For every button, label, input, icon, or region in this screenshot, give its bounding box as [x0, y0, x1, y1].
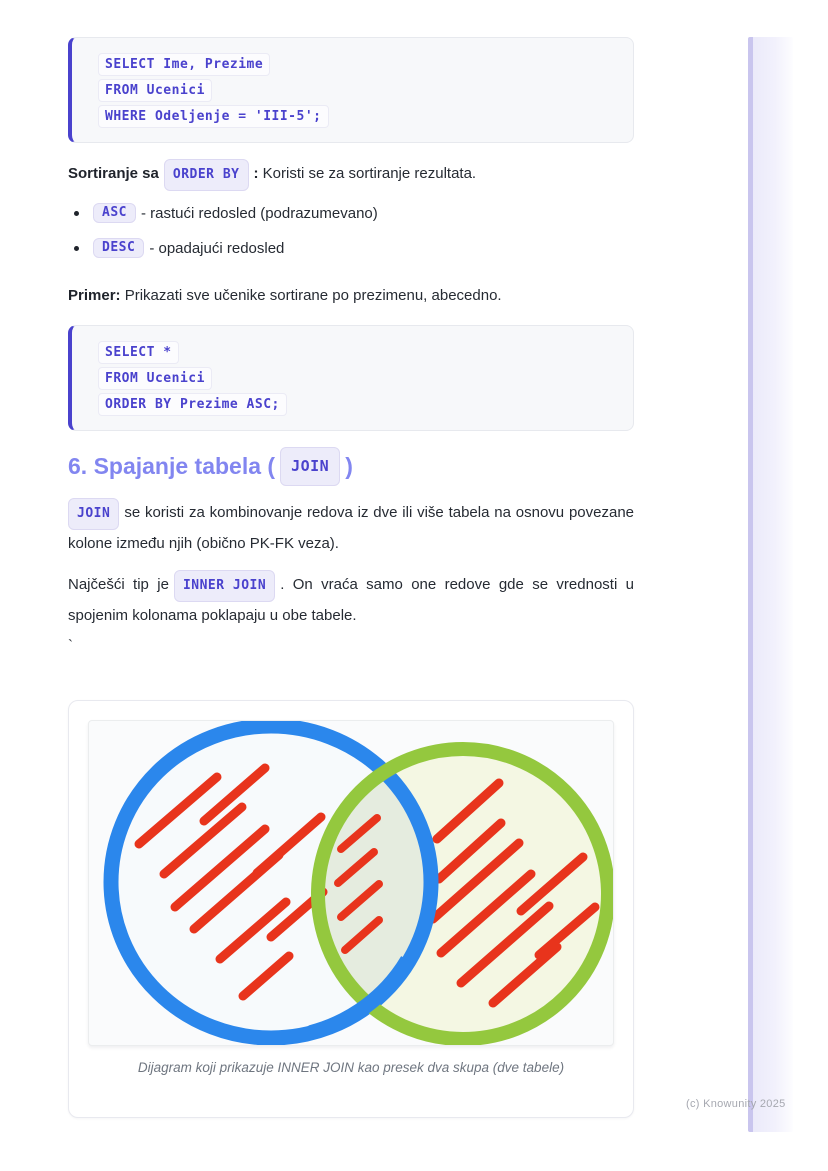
inline-code-chip-inner-join: INNER JOIN — [174, 570, 275, 602]
sql-code-block-orderby — [68, 325, 634, 431]
bold-colon: : — [253, 165, 259, 182]
bullet-icon — [74, 246, 79, 251]
paragraph-inner-join — [68, 570, 634, 629]
code-line: SELECT Ime, Prezime — [98, 53, 270, 76]
list-item — [68, 203, 634, 223]
section-heading-spajanje-tabela — [68, 447, 634, 486]
paragraph-text: Koristi se za sortiranje rezultata. — [258, 165, 477, 182]
venn-diagram — [89, 721, 614, 1046]
heading-text: ) — [345, 453, 353, 479]
figure-caption: Dijagram koji prikazuje INNER JOIN kao presek dva skupa (dve tabele) — [137, 1060, 565, 1075]
list-item — [68, 238, 634, 258]
figure-card — [68, 700, 634, 1118]
inline-code-chip-desc: DESC — [93, 238, 144, 258]
bold-label: Primer: — [68, 287, 121, 304]
paragraph-sortiranje — [68, 159, 634, 191]
watermark-text: (c) Knowunity 2025 — [686, 1098, 786, 1110]
list-item-text: - opadajući redosled — [149, 239, 285, 257]
inline-code-chip-order-by: ORDER BY — [164, 159, 249, 191]
paragraph-text: se koristi za kombinovanje redova iz dve ili više tabela na osnovu povezane kolone između njih (obično PK-FK veza). — [68, 504, 634, 552]
paragraph-text: Najčešći tip je — [68, 576, 169, 593]
inline-code-chip-join: JOIN — [280, 447, 340, 486]
order-direction-list — [68, 203, 634, 273]
bullet-icon — [74, 211, 79, 216]
code-line: ORDER BY Prezime ASC; — [98, 393, 287, 416]
venn-diagram-image — [88, 720, 614, 1046]
bold-label: Sortiranje sa — [68, 165, 159, 182]
code-line: FROM Ucenici — [98, 367, 212, 390]
heading-text: 6. Spajanje tabela ( — [68, 453, 276, 479]
code-line: WHERE Odeljenje = 'III-5'; — [98, 105, 329, 128]
side-scrollbar[interactable] — [748, 37, 793, 1132]
inline-code-chip-asc: ASC — [93, 203, 136, 223]
sql-code-block-where — [68, 37, 634, 143]
stray-backtick: ` — [68, 637, 73, 654]
paragraph-text: . On vraća samo one redove gde se vrednosti u spojenim kolonama poklapaju u obe tabele. — [68, 576, 634, 624]
inline-code-chip-join: JOIN — [68, 498, 119, 530]
paragraph-primer — [68, 282, 634, 309]
paragraph-text: Prikazati sve učenike sortirane po prezimenu, abecedno. — [120, 287, 502, 304]
list-item-text: - rastući redosled (podrazumevano) — [140, 204, 378, 222]
paragraph-join — [68, 498, 634, 557]
code-line: FROM Ucenici — [98, 79, 212, 102]
code-line: SELECT * — [98, 341, 179, 364]
